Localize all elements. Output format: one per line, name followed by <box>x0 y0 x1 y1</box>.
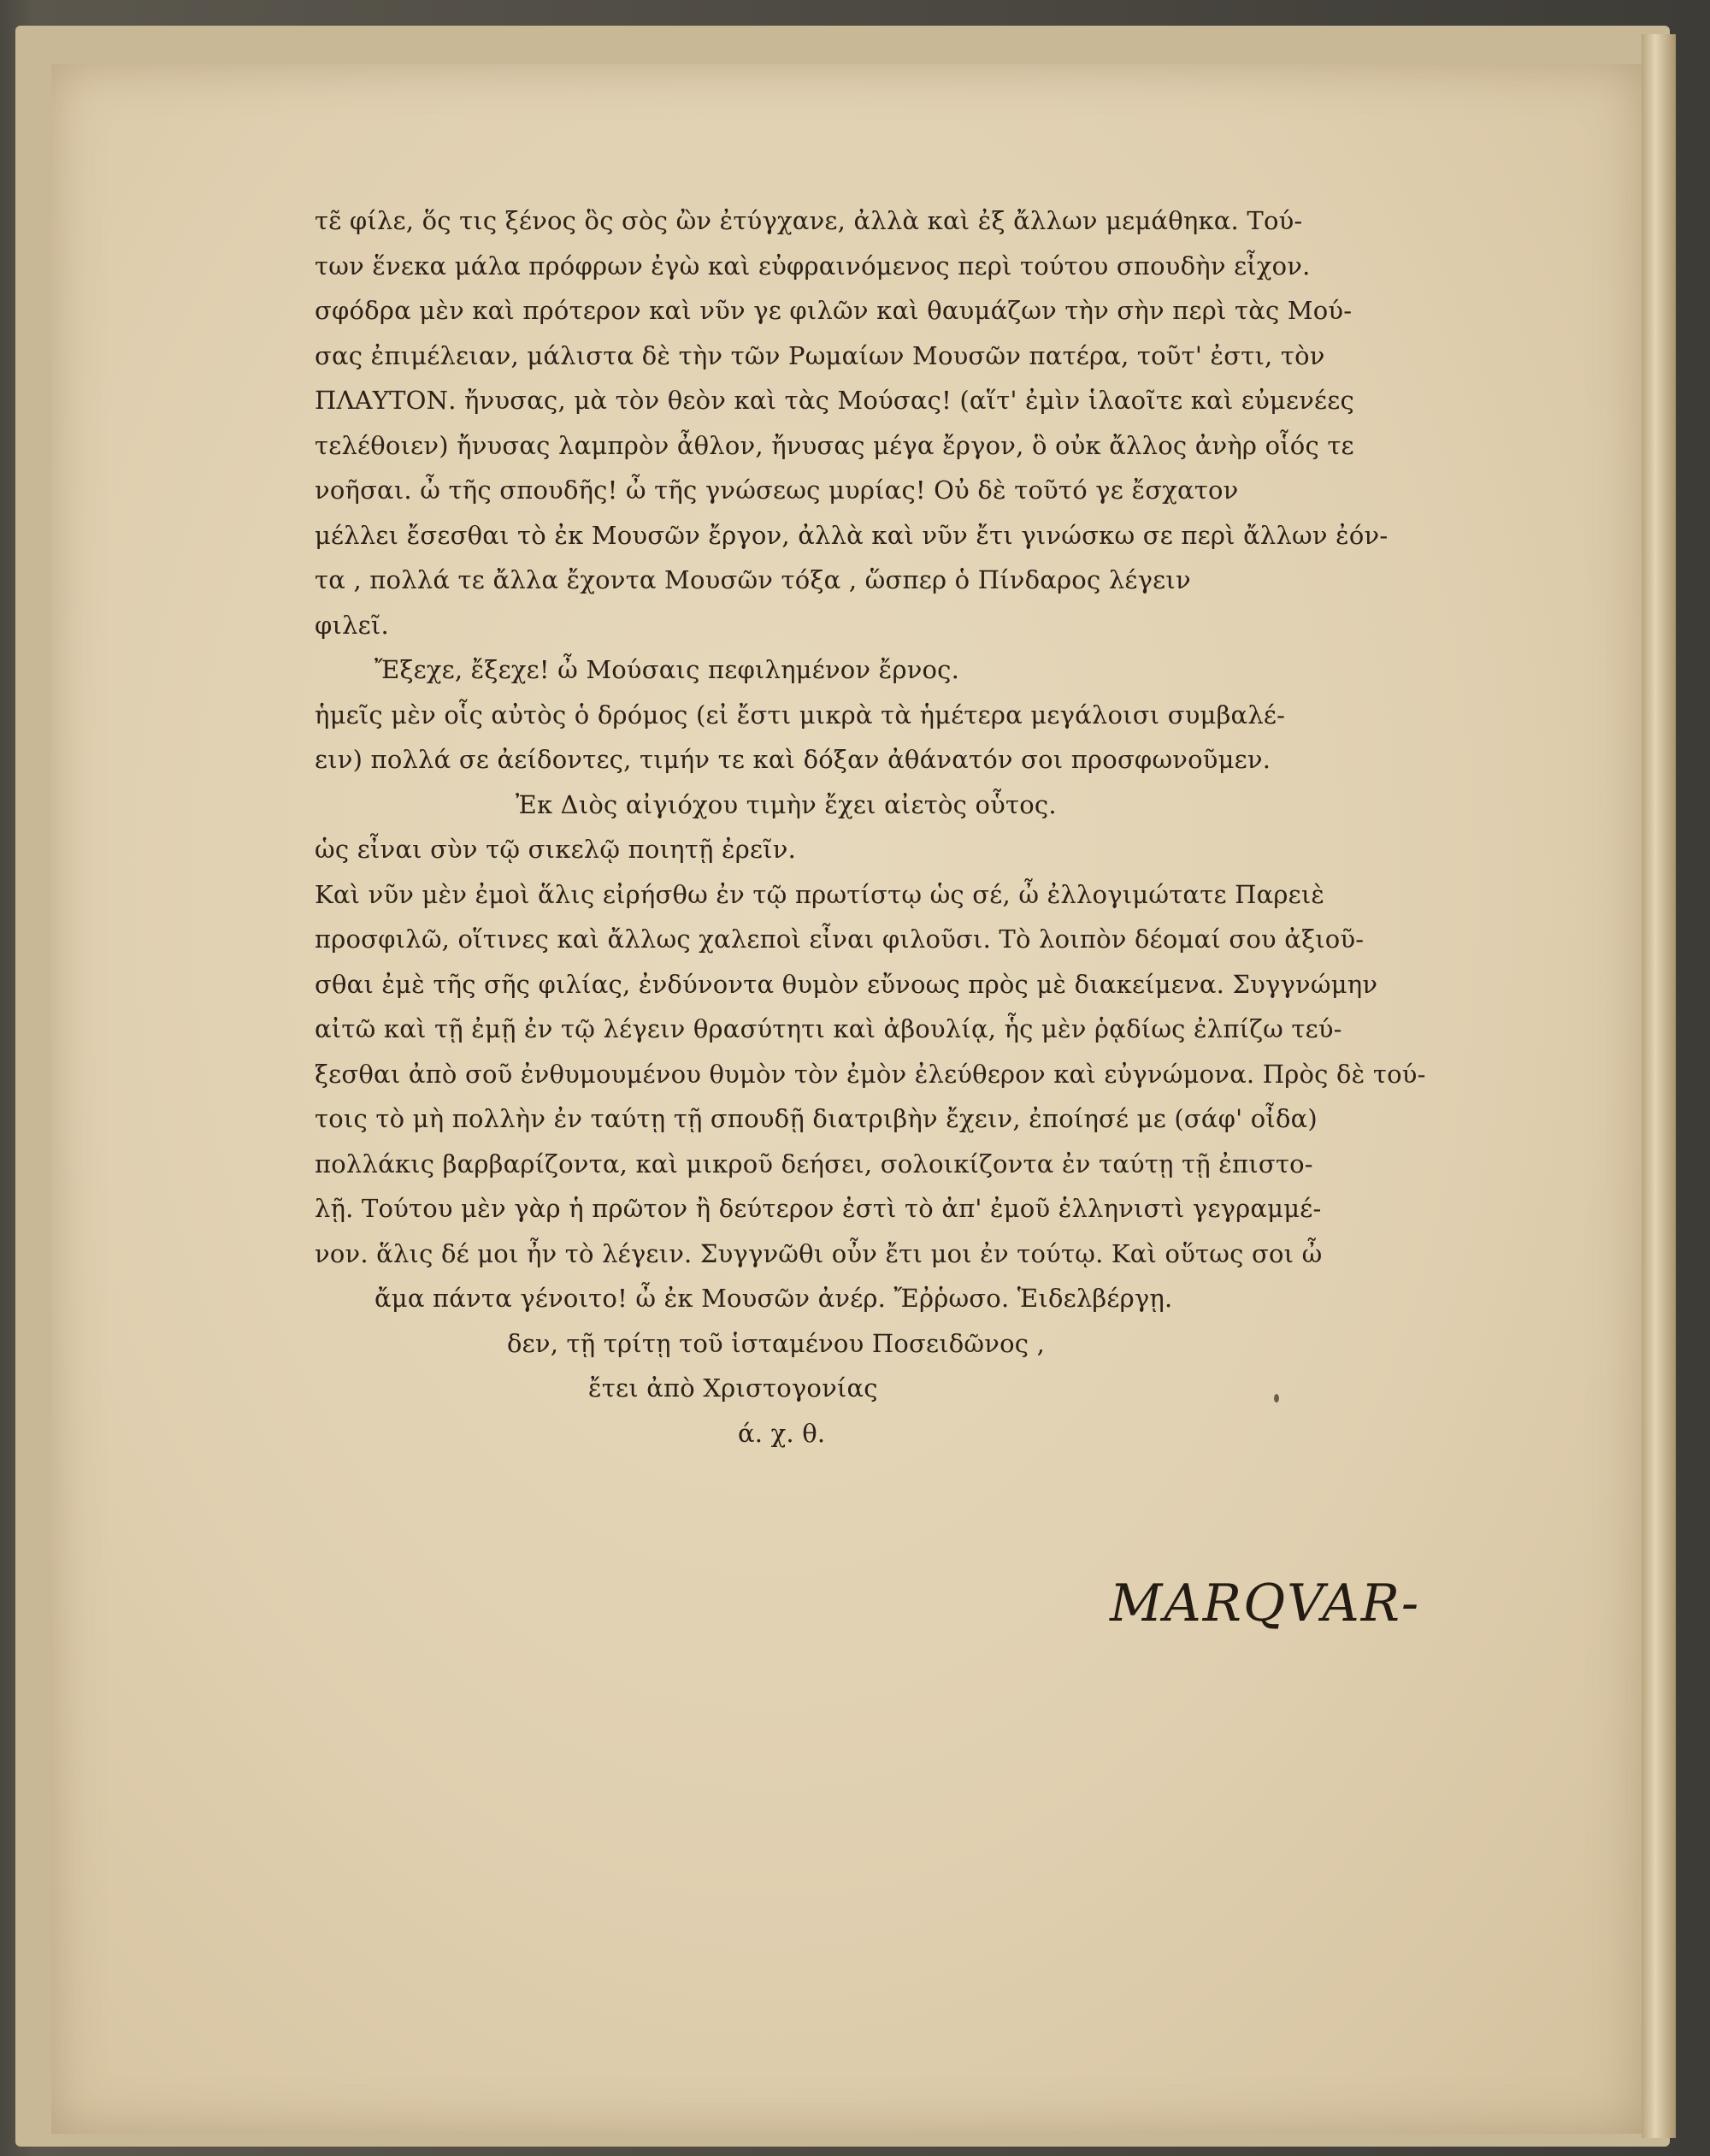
page-edge <box>1642 34 1676 2138</box>
text-line: τα , πολλά τε ἄλλα ἔχοντα Μουσῶν τόξα , ὥσπερ ὁ Πίνδαρος λέγειν <box>315 565 1191 594</box>
text-line: ἡμεῖς μὲν οἷς αὐτὸς ὁ δρόμος (εἰ ἔστι μικρὰ τὰ ἡμέτερα μεγάλοισι συμβαλέ- <box>315 700 1286 729</box>
text-line: τε̃ φίλε, ὅς τις ξένος ὃς σὸς ὢν ἐτύγχανε, ἀλλὰ καὶ ἐξ ἄλλων μεμάθηκα. Τού- <box>315 206 1303 235</box>
text-line: ἄμα πάντα γένοιτο! ὦ ἐκ Μουσῶν ἀνέρ. Ἔῤῥωσο. Ἑιδελβέργῃ. <box>374 1284 1173 1313</box>
text-line: νοῆσαι. ὦ τῆς σπουδῆς! ὦ τῆς γνώσεως μυρίας! Οὐ δὲ τοῦτό γε ἔσχατον <box>315 476 1239 505</box>
text-line: τοις τὸ μὴ πολλὴν ἐν ταύτῃ τῇ σπουδῇ διατριβὴν ἔχειν, ἐποίησέ με (σάφ' οἶδα) <box>315 1104 1318 1133</box>
text-line: αἰτῶ καὶ τῇ ἐμῇ ἐν τῷ λέγειν θρασύτητι καὶ ἀβουλίᾳ, ἧς μὲν ῥᾳδίως ἐλπίζω τεύ- <box>315 1014 1342 1043</box>
text-line: ξεσθαι ἀπὸ σοῦ ἐνθυμουμένου θυμὸν τὸν ἐμὸν ἐλεύθερον καὶ εὐγνώμονα. Πρὸς δὲ τού- <box>315 1059 1426 1089</box>
text-line: σθαι ἐμὲ τῆς σῆς φιλίας, ἐνδύνοντα θυμὸν εὔνοως πρὸς μὲ διακείμενα. Συγγνώμην <box>315 969 1378 999</box>
year-numeral: ά. χ. θ. <box>738 1418 826 1448</box>
verse-line: Ἐκ Διὸς αἰγιόχου τιμὴν ἔχει αἰετὸς οὗτος. <box>516 789 1057 819</box>
text-line: σας ἐπιμέλειαν, μάλιστα δὲ τὴν τῶν Ρωμαίων Μουσῶν πατέρα, τοῦτ' ἐστι, τὸν <box>315 340 1325 370</box>
text-line: ὡς εἶναι σὺν τῷ σικελῷ ποιητῇ ἐρεῖν. <box>315 835 797 864</box>
text-line: λῇ. Τούτου μὲν γὰρ ἡ πρῶτον ἢ δεύτερον ἐστὶ τὸ ἀπ' ἐμοῦ ἑλληνιστὶ γεγραμμέ- <box>315 1194 1322 1223</box>
verse-line: Ἔξεχε, ἔξεχε! ὦ Μούσαις πεφιλημένον ἔρνος. <box>374 655 960 684</box>
text-line: νον. ἅλις δέ μοι ἦν τὸ λέγειν. Συγγνῶθι οὖν ἔτι μοι ἐν τούτῳ. Καὶ οὕτως σοι ὦ <box>315 1238 1323 1268</box>
year-line: ἔτει ἀπὸ Χριστογονίας <box>588 1373 878 1403</box>
text-line: σφόδρα μὲν καὶ πρότερον καὶ νῦν γε φιλῶν καὶ θαυμάζων τὴν σὴν περὶ τὰς Μού- <box>315 296 1353 325</box>
catchword-signature: MARQVAR- <box>1110 1574 1421 1633</box>
text-line: των ἕνεκα μάλα πρόφρων ἐγὼ καὶ εὐφραινόμενος περὶ τούτου σπουδὴν εἶχον. <box>315 251 1311 281</box>
text-line: φιλεῖ. <box>315 610 389 640</box>
text-line: τελέθοιεν) ἤνυσας λαμπρὸν ἆθλον, ἤνυσας μέγα ἔργον, ὃ οὐκ ἄλλος ἀνὴρ οἷός τε <box>315 430 1354 460</box>
text-line: Καὶ νῦν μὲν ἐμοὶ ἅλις εἰρήσθω ἐν τῷ πρωτίστῳ ὡς σέ, ὦ ἐλλογιμώτατε Παρειὲ <box>315 879 1325 909</box>
text-line: ΠΛΑΥΤΟΝ. ἤνυσας, μὰ τὸν θεὸν καὶ τὰς Μούσας! (αἵτ' ἐμὶν ἱλαοῖτε καὶ εὐμενέες <box>315 386 1354 415</box>
text-line: πολλάκις βαρβαρίζοντα, καὶ μικροῦ δεήσει, σολοικίζοντα ἐν ταύτῃ τῇ ἐπιστο- <box>315 1149 1313 1178</box>
text-line: μέλλει ἔσεσθαι τὸ ἐκ Μουσῶν ἔργον, ἀλλὰ καὶ νῦν ἔτι γινώσκω σε περὶ ἄλλων ἐόν- <box>315 520 1389 550</box>
text-line: ειν) πολλά σε ἀείδοντες, τιμήν τε καὶ δόξαν ἀθάνατόν σοι προσφωνοῦμεν. <box>315 745 1271 774</box>
text-line: προσφιλῶ, οἵτινες καὶ ἄλλως χαλεποὶ εἶναι φιλοῦσι. Τὸ λοιπὸν δέομαί σου ἀξιοῦ- <box>315 924 1365 954</box>
letter-text <box>315 198 1512 1456</box>
date-line: δεν, τῇ τρίτῃ τοῦ ἱσταμένου Ποσειδῶνος , <box>507 1328 1046 1358</box>
ink-mark <box>1274 1394 1279 1403</box>
